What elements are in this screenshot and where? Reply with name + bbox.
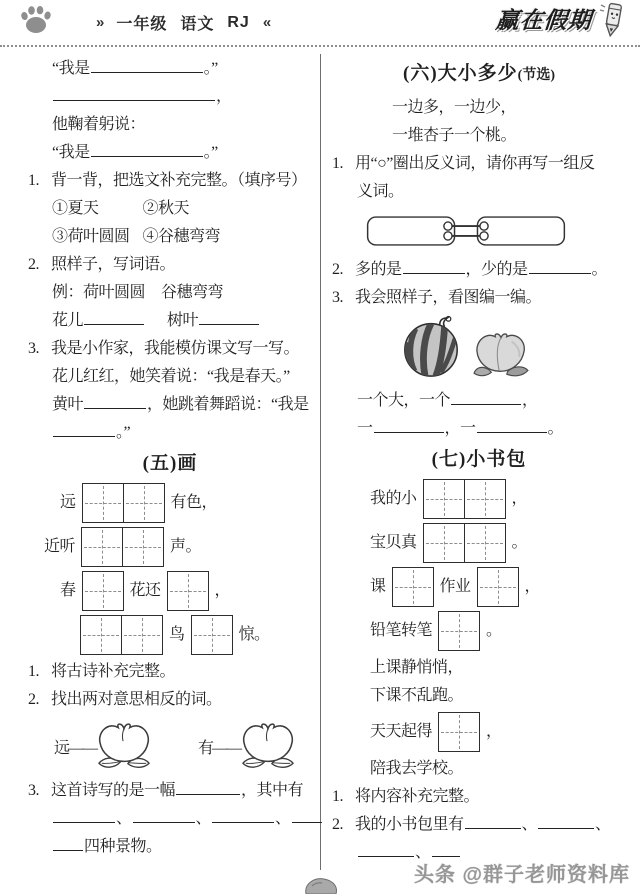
writing-grid-2-cell <box>423 479 506 519</box>
text-run: 作业 <box>439 578 471 595</box>
text-run: 一个大，一个 <box>357 392 451 409</box>
model-sentence <box>26 364 314 390</box>
question-number: 2. <box>28 256 39 273</box>
question-2 <box>26 252 314 278</box>
fill-sentence-1 <box>26 392 314 418</box>
answer-blank <box>358 841 414 857</box>
text-run: “我是 <box>52 60 90 77</box>
text-run: 。 <box>591 261 608 278</box>
writing-grid-1-cell <box>438 712 480 752</box>
text-run: 春 <box>60 582 76 599</box>
text-run: 陪我去学校。 <box>370 760 464 777</box>
text-run: 鸟 <box>169 626 185 643</box>
section-title-text: (六)大小多少 <box>403 63 518 84</box>
answer-blank <box>212 807 274 823</box>
text-run: 树叶 <box>167 312 199 329</box>
antonym-pair-box <box>366 211 628 251</box>
poem-grid-line-1 <box>26 483 314 523</box>
option-row-2 <box>26 224 314 250</box>
gap <box>130 240 143 241</box>
fill-words <box>26 308 314 334</box>
writing-grid-2-cell <box>80 615 163 655</box>
grid-cell <box>424 480 465 518</box>
grid-cell <box>439 713 479 751</box>
answer-blank <box>91 57 203 73</box>
text-run: 声。 <box>170 538 202 555</box>
blank-row-2 <box>26 834 314 860</box>
poem-grid-line-5 <box>330 712 628 752</box>
text-run: 谷穗弯弯 <box>161 284 224 301</box>
question-1-continuation <box>330 179 628 205</box>
writing-grid-1-cell <box>392 567 434 607</box>
text-run: 。” <box>116 424 131 441</box>
section-title-5-hua <box>26 449 314 479</box>
text-run: ，她跳着舞蹈说：“我是 <box>147 396 309 413</box>
fill-line-2 <box>330 416 628 442</box>
antonym-peach-item <box>198 717 296 776</box>
writing-grid-1-cell <box>82 571 124 611</box>
grid-cell <box>124 484 164 522</box>
text-run: 我是小作家，我能模仿课文写一写。 <box>51 340 300 357</box>
watermark-text: 头条 @群子老师资料库 <box>413 864 630 886</box>
peach-image <box>473 329 529 384</box>
text-run: 一堆杏子一个桃。 <box>392 127 517 144</box>
question-number: 2. <box>28 691 39 708</box>
grid-cell <box>81 616 122 654</box>
text-run: 背一背，把选文补充完整。（填序号） <box>51 172 307 189</box>
question-number: 3. <box>28 340 39 357</box>
text-run: “我是 <box>52 144 90 161</box>
text-run: 义词。 <box>357 183 404 200</box>
writing-grid-2-cell <box>82 483 165 523</box>
text-run: 黄叶 <box>52 396 84 413</box>
text-run: 。” <box>203 60 218 77</box>
page-bottom-decoration <box>300 874 340 895</box>
arrows-right-icon: » <box>96 14 104 31</box>
poem-grid-line-3 <box>26 571 314 611</box>
poem-grid-line-2 <box>330 523 628 563</box>
text-run: 花儿红红，她笑着说：“我是春天。” <box>52 368 290 385</box>
text-run: 、 <box>195 810 212 827</box>
grid-cell <box>465 524 505 562</box>
grid-cell <box>424 524 465 562</box>
answer-blank <box>451 389 521 405</box>
question-number: 2. <box>332 261 343 278</box>
poem-line <box>330 683 628 709</box>
section-title-note: (节选) <box>517 68 555 83</box>
text-run: 宝贝真 <box>370 534 417 551</box>
question-number: 3. <box>28 782 39 799</box>
text-run: ，一 <box>444 420 476 437</box>
subject-label: 语文 <box>180 16 215 33</box>
writing-grid-1-cell <box>167 571 209 611</box>
writing-grid-1-cell <box>191 615 233 655</box>
text-run: 我的小书包里有 <box>355 816 464 833</box>
answer-blank <box>477 417 547 433</box>
writing-grid-2-cell <box>81 527 164 567</box>
text-run: 他鞠着躬说： <box>52 116 146 133</box>
peach-item-label: 远—— <box>54 740 97 757</box>
option-row-1 <box>26 196 314 222</box>
grid-cell <box>122 616 162 654</box>
peach-outline-icon <box>96 717 152 776</box>
text-run: ， <box>486 723 502 740</box>
grid-cell <box>439 612 479 650</box>
section-title-6-daxiaoduoshao <box>330 59 628 91</box>
question-number: 2. <box>332 816 343 833</box>
question-3 <box>330 285 628 311</box>
peach-outline-icon <box>240 717 296 776</box>
question-1 <box>330 784 628 810</box>
poem-grid-line-1 <box>330 479 628 519</box>
gap <box>145 296 161 297</box>
question-2 <box>330 257 628 283</box>
text-run: 惊。 <box>238 626 270 643</box>
right-column <box>330 56 628 868</box>
grid-cell <box>465 480 505 518</box>
answer-blank <box>91 141 203 157</box>
edition-label: RJ <box>227 13 250 31</box>
text-run: 课 <box>370 578 386 595</box>
question-2 <box>330 812 628 838</box>
text-run: 一 <box>357 420 373 437</box>
text-run: 四种景物。 <box>84 838 162 855</box>
text-run: ①夏天 <box>52 200 99 217</box>
text-run: ②秋天 <box>142 200 190 217</box>
quote-line-4 <box>26 140 314 166</box>
text-run: 将内容补充完整。 <box>355 788 480 805</box>
answer-blank <box>199 309 259 325</box>
blank-row-1 <box>26 806 314 832</box>
fill-line-1 <box>330 388 628 414</box>
grid-cell <box>123 528 163 566</box>
section-title-text: (五)画 <box>142 453 198 474</box>
text-run: 找出两对意思相反的词。 <box>51 691 222 708</box>
answer-blank <box>53 807 115 823</box>
question-number: 3. <box>332 289 343 306</box>
text-run: ④谷穗弯弯 <box>142 228 221 245</box>
pencil-mascot-icon <box>598 0 628 45</box>
text-run: ， <box>511 490 528 507</box>
text-run: ， <box>214 582 231 599</box>
writing-grid-2-cell <box>423 523 506 563</box>
text-run: 有色， <box>170 494 218 511</box>
grid-cell <box>83 484 124 522</box>
grid-cell <box>83 572 123 610</box>
answer-blank <box>53 421 115 437</box>
watermelon-image <box>399 313 463 384</box>
writing-grid-1-cell <box>438 611 480 651</box>
header-title <box>96 11 270 34</box>
text-run: 这首诗写的是一幅 <box>51 782 176 799</box>
text-run: 、 <box>521 816 538 833</box>
poem-line <box>330 123 628 149</box>
column-divider <box>320 54 321 870</box>
grid-cell <box>82 528 123 566</box>
text-run: 、 <box>415 844 431 861</box>
answer-blank <box>292 807 322 823</box>
text-run: 。” <box>203 144 218 161</box>
text-run: 远 <box>60 494 76 511</box>
answer-blank <box>176 779 240 795</box>
text-run: 上课静悄悄， <box>370 659 464 676</box>
text-run: ， <box>216 88 232 105</box>
text-run: 我会照样子，看图编一编。 <box>355 289 542 306</box>
text-run: 近听 <box>44 538 76 555</box>
question-1 <box>26 168 314 194</box>
text-run: 。 <box>511 534 528 551</box>
example-line <box>26 280 314 306</box>
answer-blank <box>53 85 215 101</box>
quote-line-3 <box>26 112 314 138</box>
answer-blank <box>432 841 460 857</box>
question-1 <box>330 151 628 177</box>
grid-cell <box>168 572 208 610</box>
answer-blank <box>465 813 521 829</box>
answer-blank <box>53 835 83 851</box>
grid-cell <box>393 568 433 606</box>
question-2 <box>26 687 314 713</box>
poem-grid-line-3 <box>330 567 628 607</box>
antonym-peach-item <box>54 717 152 776</box>
text-run: 花还 <box>129 582 161 599</box>
text-run: 。 <box>547 420 564 437</box>
section-title-7-xiaoshubao <box>330 445 628 475</box>
text-run: 多的是 <box>355 261 402 278</box>
page-header <box>0 0 640 47</box>
antonym-peach-row <box>26 717 314 776</box>
text-run: 下课不乱跑。 <box>370 687 464 704</box>
left-column <box>26 56 314 862</box>
poem-line <box>330 655 628 681</box>
text-run: 。 <box>486 622 502 639</box>
gap <box>145 324 167 325</box>
text-run: 、 <box>275 810 291 827</box>
answer-blank <box>529 258 591 274</box>
text-run: ，少的是 <box>465 261 528 278</box>
answer-blank <box>84 309 144 325</box>
text-run: ③荷叶圆圆 <box>52 228 130 245</box>
gap <box>99 212 143 213</box>
question-number: 1. <box>28 663 39 680</box>
text-run: 铅笔转笔 <box>370 622 433 639</box>
answer-blank <box>374 417 444 433</box>
poem-line <box>330 756 628 782</box>
fruit-illustrations <box>330 313 628 384</box>
grade-label: 一年级 <box>116 16 168 33</box>
text-run: 天天起得 <box>370 723 433 740</box>
text-run: 照样子，写词语。 <box>51 256 176 273</box>
antonym-pair-box-graphic <box>366 211 566 251</box>
question-number: 1. <box>332 155 343 172</box>
answer-blank <box>133 807 195 823</box>
grid-cell <box>192 616 232 654</box>
writing-grid-1-cell <box>477 567 519 607</box>
text-run: ， <box>522 392 538 409</box>
text-run: 、 <box>116 810 132 827</box>
paw-print-icon <box>18 4 54 41</box>
question-number: 1. <box>332 788 343 805</box>
text-run: 将古诗补充完整。 <box>51 663 176 680</box>
question-1 <box>26 659 314 685</box>
answer-blank <box>403 258 465 274</box>
question-3 <box>26 778 314 804</box>
fill-sentence-2 <box>26 420 314 446</box>
brand-logo <box>492 0 628 45</box>
question-3 <box>26 336 314 362</box>
text-run: ，其中有 <box>241 782 304 799</box>
text-run: 例：荷叶圆圆 <box>52 284 146 301</box>
poem-grid-line-4 <box>26 615 314 655</box>
text-run: 、 <box>595 816 611 833</box>
text-run: ， <box>524 578 541 595</box>
poem-grid-line-4 <box>330 611 628 651</box>
text-run: 我的小 <box>370 490 417 507</box>
grid-cell <box>478 568 518 606</box>
quote-line-1 <box>26 56 314 82</box>
peach-item-label: 有—— <box>198 740 241 757</box>
text-run: 花儿 <box>52 312 84 329</box>
section-title-text: (七)小书包 <box>431 449 527 470</box>
question-number: 1. <box>28 172 39 189</box>
poem-line <box>330 95 628 121</box>
text-run: 一边多，一边少， <box>392 99 517 116</box>
text-run: 用“○”圈出反义词，请你再写一组反 <box>355 155 595 172</box>
answer-blank <box>538 813 594 829</box>
logo-text: 赢在假期 <box>494 7 594 33</box>
poem-grid-line-2 <box>26 527 314 567</box>
arrows-left-icon: « <box>262 14 271 31</box>
answer-blank <box>84 393 146 409</box>
quote-line-2 <box>26 84 314 110</box>
